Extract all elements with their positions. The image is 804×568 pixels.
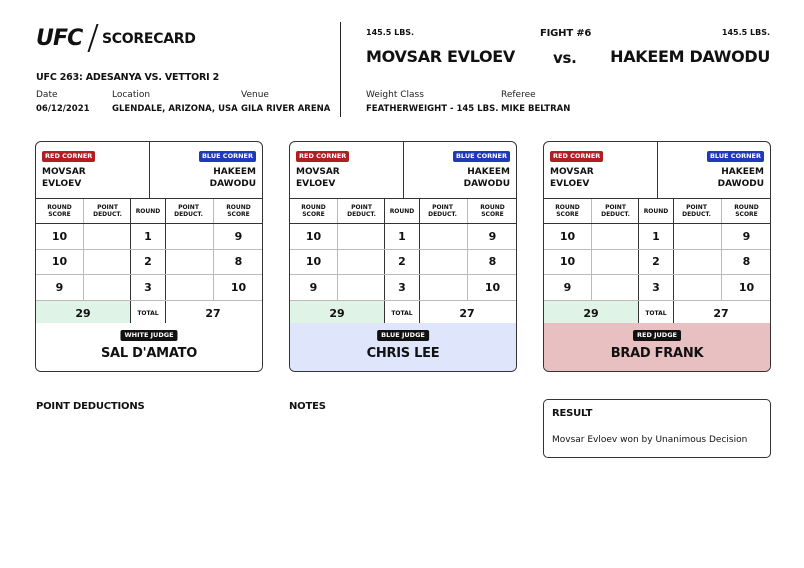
red-round-score: 10	[305, 255, 322, 269]
red-total: 29	[36, 301, 130, 326]
location-value: GLENDALE, ARIZONA, USA	[112, 104, 238, 114]
red-first-name: MOVSAR	[296, 167, 340, 177]
red-first-name: MOVSAR	[42, 167, 86, 177]
round-number: 3	[130, 275, 166, 300]
scorecard-header	[290, 142, 516, 199]
point-deductions-title: POINT DEDUCTIONS	[36, 401, 145, 412]
blue-weight: 145.5 LBS.	[721, 28, 770, 37]
red-last-name: EVLOEV	[42, 179, 82, 189]
round-row	[290, 250, 516, 276]
round-number: 3	[384, 275, 420, 300]
score-grid	[544, 199, 770, 327]
blue-corner-fighter	[210, 166, 256, 190]
round-number: 1	[638, 224, 674, 249]
date-value: 06/12/2021	[36, 104, 90, 114]
blue-last-name: DAWODU	[463, 179, 510, 189]
round-row	[36, 224, 262, 250]
red-corner-badge: RED CORNER	[296, 151, 349, 162]
scorecard-header	[36, 142, 262, 199]
red-round-score: 9	[563, 280, 572, 294]
red-corner-badge: RED CORNER	[550, 151, 603, 162]
judge-name: SAL D'AMATO	[100, 346, 198, 361]
red-corner-fighter	[42, 166, 86, 190]
red-corner-badge: RED CORNER	[42, 151, 95, 162]
fight-number: FIGHT #6	[540, 28, 592, 39]
red-fighter-name: MOVSAR EVLOEV	[366, 47, 515, 66]
judge-badge: BLUE JUDGE	[377, 330, 429, 341]
weight-class-value: FEATHERWEIGHT - 145 LBS.	[366, 104, 499, 114]
score-header-row	[36, 199, 262, 224]
blue-round-score: 8	[467, 250, 517, 275]
ufc-scorecard-logo	[36, 26, 196, 54]
venue-value: GILA RIVER ARENA	[241, 104, 331, 114]
red-point-deduction	[337, 224, 385, 249]
header-divider	[149, 142, 150, 198]
date-label: Date	[36, 90, 58, 100]
blue-corner-fighter	[464, 166, 510, 190]
round-number: 1	[384, 224, 420, 249]
blue-round-score: 10	[467, 275, 517, 300]
red-point-deduction	[591, 224, 639, 249]
blue-point-deduction	[418, 250, 467, 275]
score-grid	[36, 199, 262, 327]
blue-round-score: 9	[721, 224, 771, 249]
blue-round-score: 8	[721, 250, 771, 275]
scorecard-header	[544, 142, 770, 199]
blue-point-deduction	[672, 224, 721, 249]
round-number: 2	[130, 250, 166, 275]
red-corner-fighter	[550, 166, 594, 190]
weight-class-label: Weight Class	[366, 90, 424, 100]
blue-point-deduction	[164, 275, 213, 300]
judge-scorecard	[289, 141, 517, 372]
judge-scorecard	[35, 141, 263, 372]
blue-corner-badge: BLUE CORNER	[453, 151, 510, 162]
judge-footer	[544, 323, 770, 371]
red-point-deduction	[83, 224, 131, 249]
round-row	[36, 275, 262, 301]
round-row	[290, 275, 516, 301]
notes-title: NOTES	[289, 401, 326, 412]
round-row	[544, 224, 770, 250]
venue-label: Venue	[241, 90, 269, 100]
red-round-score: 10	[559, 229, 576, 243]
blue-last-name: DAWODU	[209, 179, 256, 189]
judge-footer	[36, 323, 262, 371]
blue-corner-badge: BLUE CORNER	[707, 151, 764, 162]
red-round-score: 10	[305, 229, 322, 243]
result-text: Movsar Evloev won by Unanimous Decision	[552, 435, 748, 445]
red-round-score: 10	[51, 255, 68, 269]
round-number: 3	[638, 275, 674, 300]
blue-corner-fighter	[718, 166, 764, 190]
result-box	[543, 399, 771, 458]
judge-scorecard	[543, 141, 771, 372]
blue-round-score-header: ROUND SCORE	[467, 199, 517, 223]
round-number: 2	[384, 250, 420, 275]
blue-round-score: 10	[721, 275, 771, 300]
red-point-deduction	[591, 275, 639, 300]
logo-divider	[87, 24, 98, 52]
red-total: 29	[290, 301, 384, 326]
blue-round-score-header: ROUND SCORE	[721, 199, 771, 223]
judge-name: BRAD FRANK	[610, 346, 704, 361]
referee-value: MIKE BELTRAN	[501, 104, 571, 114]
red-round-score: 9	[55, 280, 64, 294]
blue-point-deduction	[418, 275, 467, 300]
header-divider	[403, 142, 404, 198]
judge-footer	[290, 323, 516, 371]
blue-point-deduction	[672, 250, 721, 275]
header-divider	[340, 22, 341, 117]
red-point-deduction	[591, 250, 639, 275]
referee-label: Referee	[501, 90, 536, 100]
total-label: TOTAL	[638, 301, 674, 326]
header-divider	[657, 142, 658, 198]
red-round-score-header: ROUND SCORE	[47, 204, 72, 218]
round-row	[290, 224, 516, 250]
blue-round-score-header: ROUND SCORE	[213, 199, 263, 223]
red-point-deduct-header: POINT DEDUCT.	[337, 199, 385, 223]
red-point-deduction	[83, 275, 131, 300]
blue-round-score: 8	[213, 250, 263, 275]
judge-name: CHRIS LEE	[366, 346, 440, 361]
red-round-score: 9	[309, 280, 318, 294]
red-last-name: EVLOEV	[296, 179, 336, 189]
round-row	[544, 250, 770, 276]
blue-round-score: 10	[213, 275, 263, 300]
judge-badge: RED JUDGE	[633, 330, 681, 341]
total-label: TOTAL	[384, 301, 420, 326]
blue-corner-badge: BLUE CORNER	[199, 151, 256, 162]
score-grid	[290, 199, 516, 327]
red-round-score-header: ROUND SCORE	[301, 204, 326, 218]
red-last-name: EVLOEV	[550, 179, 590, 189]
ufc-logo: UFC	[36, 26, 83, 51]
red-total: 29	[544, 301, 638, 326]
red-point-deduction	[337, 275, 385, 300]
red-point-deduct-header: POINT DEDUCT.	[83, 199, 131, 223]
blue-first-name: HAKEEM	[213, 167, 256, 177]
round-header: ROUND	[384, 199, 420, 223]
red-weight: 145.5 LBS.	[366, 28, 415, 37]
blue-point-deduct-header: POINT DEDUCT.	[682, 204, 711, 218]
blue-total: 27	[713, 306, 729, 320]
round-number: 2	[638, 250, 674, 275]
blue-last-name: DAWODU	[717, 179, 764, 189]
red-round-score: 10	[51, 229, 68, 243]
red-point-deduct-header: POINT DEDUCT.	[591, 199, 639, 223]
round-row	[544, 275, 770, 301]
round-header: ROUND	[130, 199, 166, 223]
red-round-score-header: ROUND SCORE	[555, 204, 580, 218]
blue-point-deduct-header: POINT DEDUCT.	[428, 204, 457, 218]
blue-round-score: 9	[467, 224, 517, 249]
blue-first-name: HAKEEM	[467, 167, 510, 177]
scorecard-title: SCORECARD	[102, 31, 196, 47]
round-number: 1	[130, 224, 166, 249]
round-header: ROUND	[638, 199, 674, 223]
blue-total: 27	[459, 306, 475, 320]
score-header-row	[290, 199, 516, 224]
red-first-name: MOVSAR	[550, 167, 594, 177]
blue-point-deduction	[418, 224, 467, 249]
blue-first-name: HAKEEM	[721, 167, 764, 177]
vs-label: vs.	[553, 49, 577, 67]
blue-fighter-name: HAKEEM DAWODU	[610, 47, 770, 66]
round-row	[36, 250, 262, 276]
total-label: TOTAL	[130, 301, 166, 326]
red-point-deduction	[83, 250, 131, 275]
event-name: UFC 263: ADESANYA VS. VETTORI 2	[36, 72, 220, 83]
blue-point-deduction	[164, 250, 213, 275]
score-header-row	[544, 199, 770, 224]
result-title: RESULT	[552, 408, 593, 419]
blue-point-deduction	[672, 275, 721, 300]
judge-badge: WHITE JUDGE	[120, 330, 177, 341]
red-corner-fighter	[296, 166, 340, 190]
location-label: Location	[112, 90, 151, 100]
red-round-score: 10	[559, 255, 576, 269]
blue-total: 27	[205, 306, 221, 320]
red-point-deduction	[337, 250, 385, 275]
blue-point-deduction	[164, 224, 213, 249]
blue-round-score: 9	[213, 224, 263, 249]
blue-point-deduct-header: POINT DEDUCT.	[174, 204, 203, 218]
